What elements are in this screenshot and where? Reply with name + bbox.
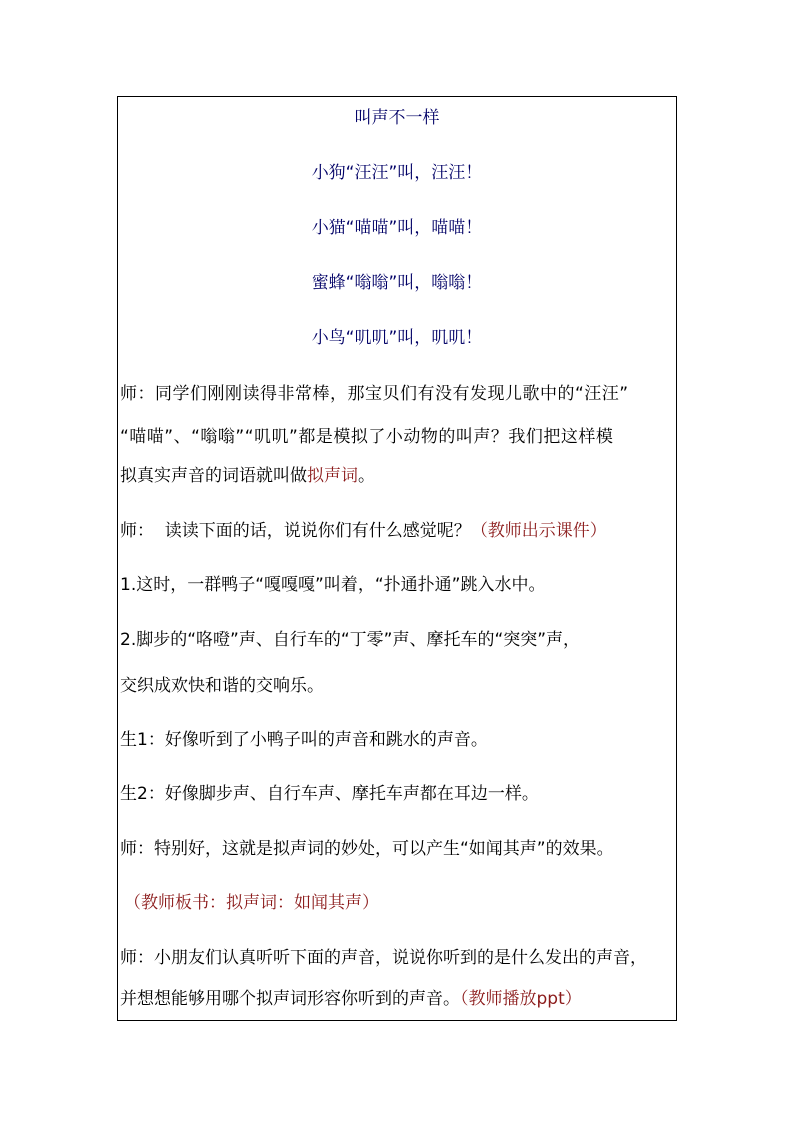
term-highlight: 拟声词 <box>307 466 358 486</box>
teacher-line <box>120 464 674 488</box>
teacher-line: 师：特别好，这就是拟声词的妙处，可以产生“如闻其声”的效果。 <box>120 839 614 859</box>
teacher-line <box>120 519 674 543</box>
teacher-line: “喵喵”、“嗡嗡”“叽叽”都是模拟了小动物的叫声？我们把这样模 <box>120 427 614 447</box>
student-line: 生2：好像脚步声、自行车声、摩托车声都在耳边一样。 <box>120 784 539 804</box>
teacher-line: 师：小朋友们认真听听下面的声音，说说你听到的是什么发出的声音， <box>120 948 647 968</box>
poem-title: 叫声不一样 <box>354 108 440 128</box>
text: 并想想能够用哪个拟声词形容你听到的声音。 <box>120 989 460 1009</box>
teacher-line <box>120 987 674 1011</box>
example-sentence: 1.这时，一群鸭子“嘎嘎嘎”叫着，“扑通扑通”跳入水中。 <box>120 575 546 595</box>
poem-line: 小猫“喵喵”叫，喵喵！ <box>311 218 483 238</box>
lesson-table-cell <box>117 96 677 1021</box>
teacher-note: （教师播放ppt） <box>460 989 582 1009</box>
text: 拟真实声音的词语就叫做 <box>120 466 307 486</box>
example-sentence: 2.脚步的“咯噔”声、自行车的“丁零”声、摩托车的“突突”声， <box>120 630 581 650</box>
poem-line: 蜜蜂“嗡嗡”叫，嗡嗡！ <box>311 273 483 293</box>
example-sentence: 交织成欢快和谐的交响乐。 <box>120 676 324 696</box>
student-line: 生1：好像听到了小鸭子叫的声音和跳水的声音。 <box>120 730 488 750</box>
text: 师： 读读下面的话，说说你们有什么感觉呢？ <box>120 521 471 541</box>
text: 。 <box>358 466 375 486</box>
teacher-note: （教师出示课件） <box>470 521 607 541</box>
blackboard-note: （教师板书：拟声词：如闻其声） <box>124 893 379 913</box>
poem-line: 小狗“汪汪”叫，汪汪！ <box>311 163 483 183</box>
teacher-line: 师：同学们刚刚读得非常棒，那宝贝们有没有发现儿歌中的“汪汪” <box>120 384 629 404</box>
poem-line: 小鸟“叽叽”叫，叽叽！ <box>311 328 483 348</box>
